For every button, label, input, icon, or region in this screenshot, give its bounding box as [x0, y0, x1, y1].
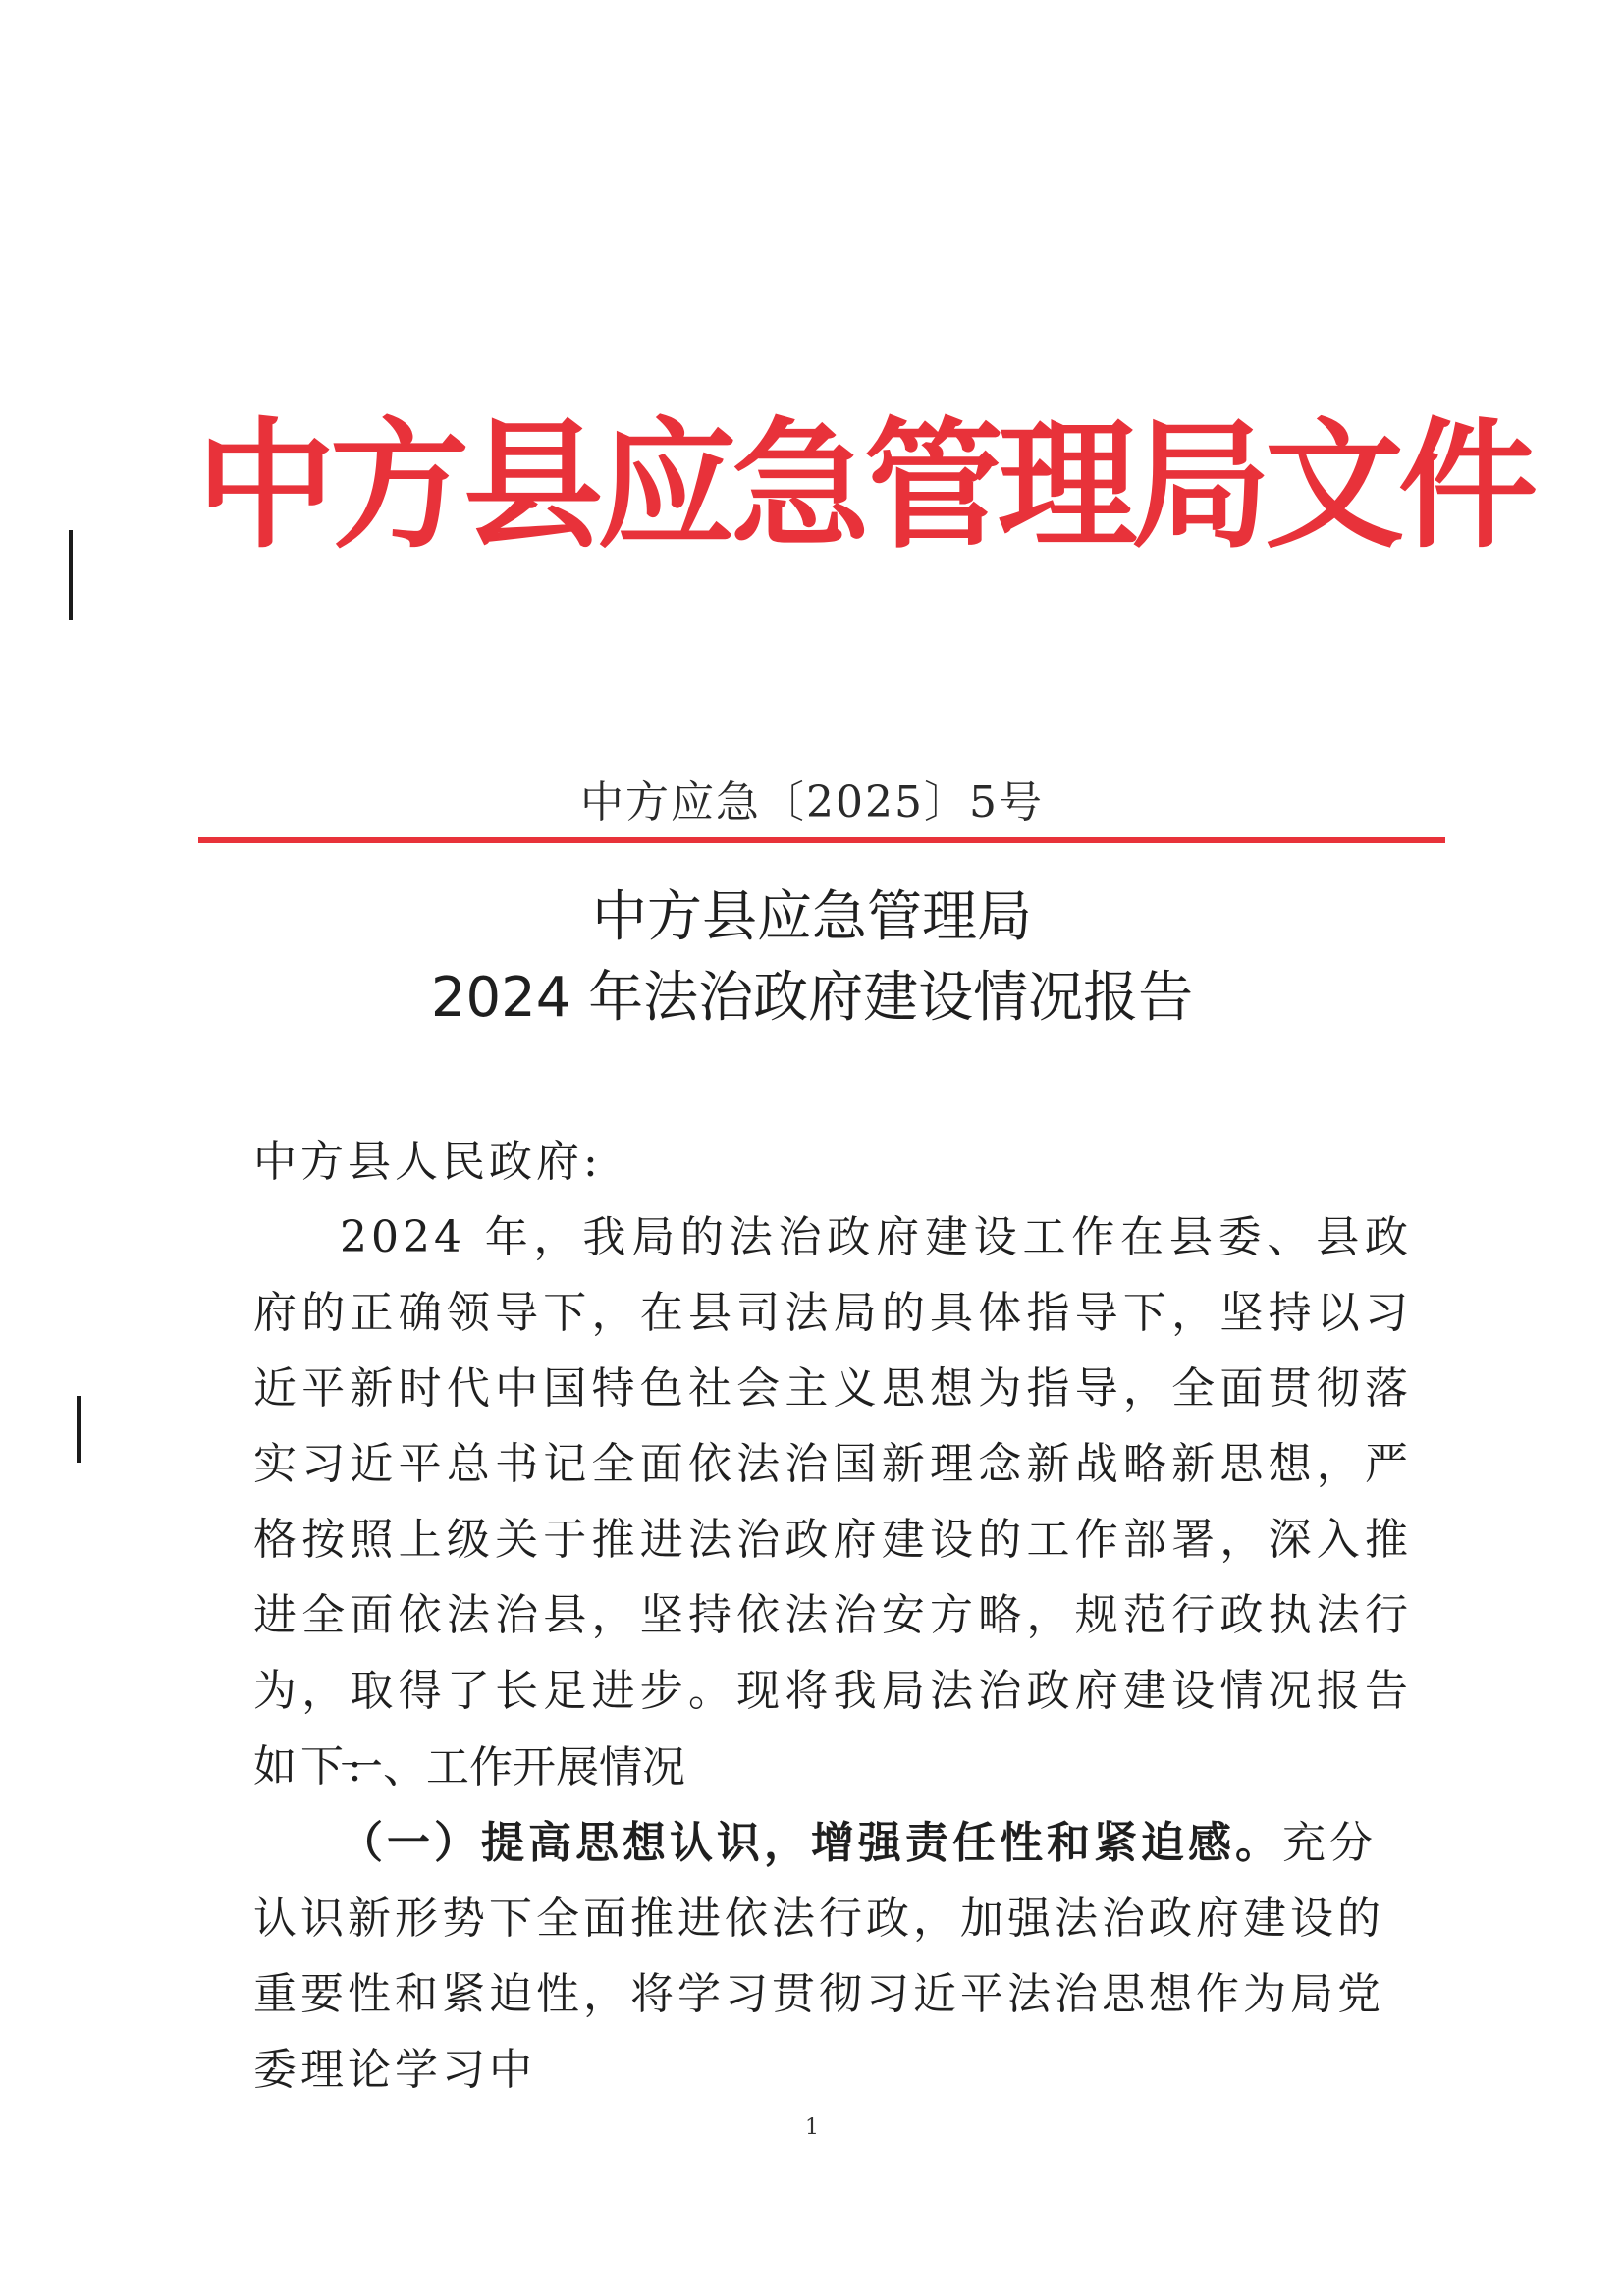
report-title-line2: 2024 年法治政府建设情况报告	[430, 966, 1194, 1030]
masthead-title: 中方县应急管理局文件	[196, 404, 1532, 567]
document-number: 中方应急〔2025〕5号	[580, 777, 1044, 828]
section-heading-1: 一、工作开展情况	[340, 1742, 685, 1792]
scan-mark	[69, 530, 73, 620]
subsection-text: 充分认识新形势下全面推进依法行政，加强法治政府建设的重要性和紧迫性，将学习贯彻习近平法治思想作为局党委理论学习中	[253, 1818, 1384, 2095]
report-title-line1: 中方县应急管理局	[592, 885, 1032, 949]
subsection-lead: （一）提高思想认识，增强责任性和紧迫感。	[340, 1818, 1282, 1868]
page-number: 1	[805, 2115, 819, 2140]
red-divider-line	[198, 837, 1445, 843]
body-paragraph-1: 2024 年，我局的法治政府建设工作在县委、县政府的正确领导下，在县司法局的具体指导下，坚持以习近平新时代中国特色社会主义思想为指导，全面贯彻落实习近平总书记全面依法治国新理念新战略新思想，严格按照上级关于推进法治政府建设的工作部署，深入推进全面依法治县，坚持依法治安方略，规范行政执法行为，取得了长足进步。现将我局法治政府建设情况报告如下:	[253, 1212, 1412, 1791]
scan-mark	[77, 1396, 81, 1463]
salutation: 中方县人民政府:	[253, 1137, 602, 1187]
body-paragraph-2	[253, 1805, 1412, 2108]
